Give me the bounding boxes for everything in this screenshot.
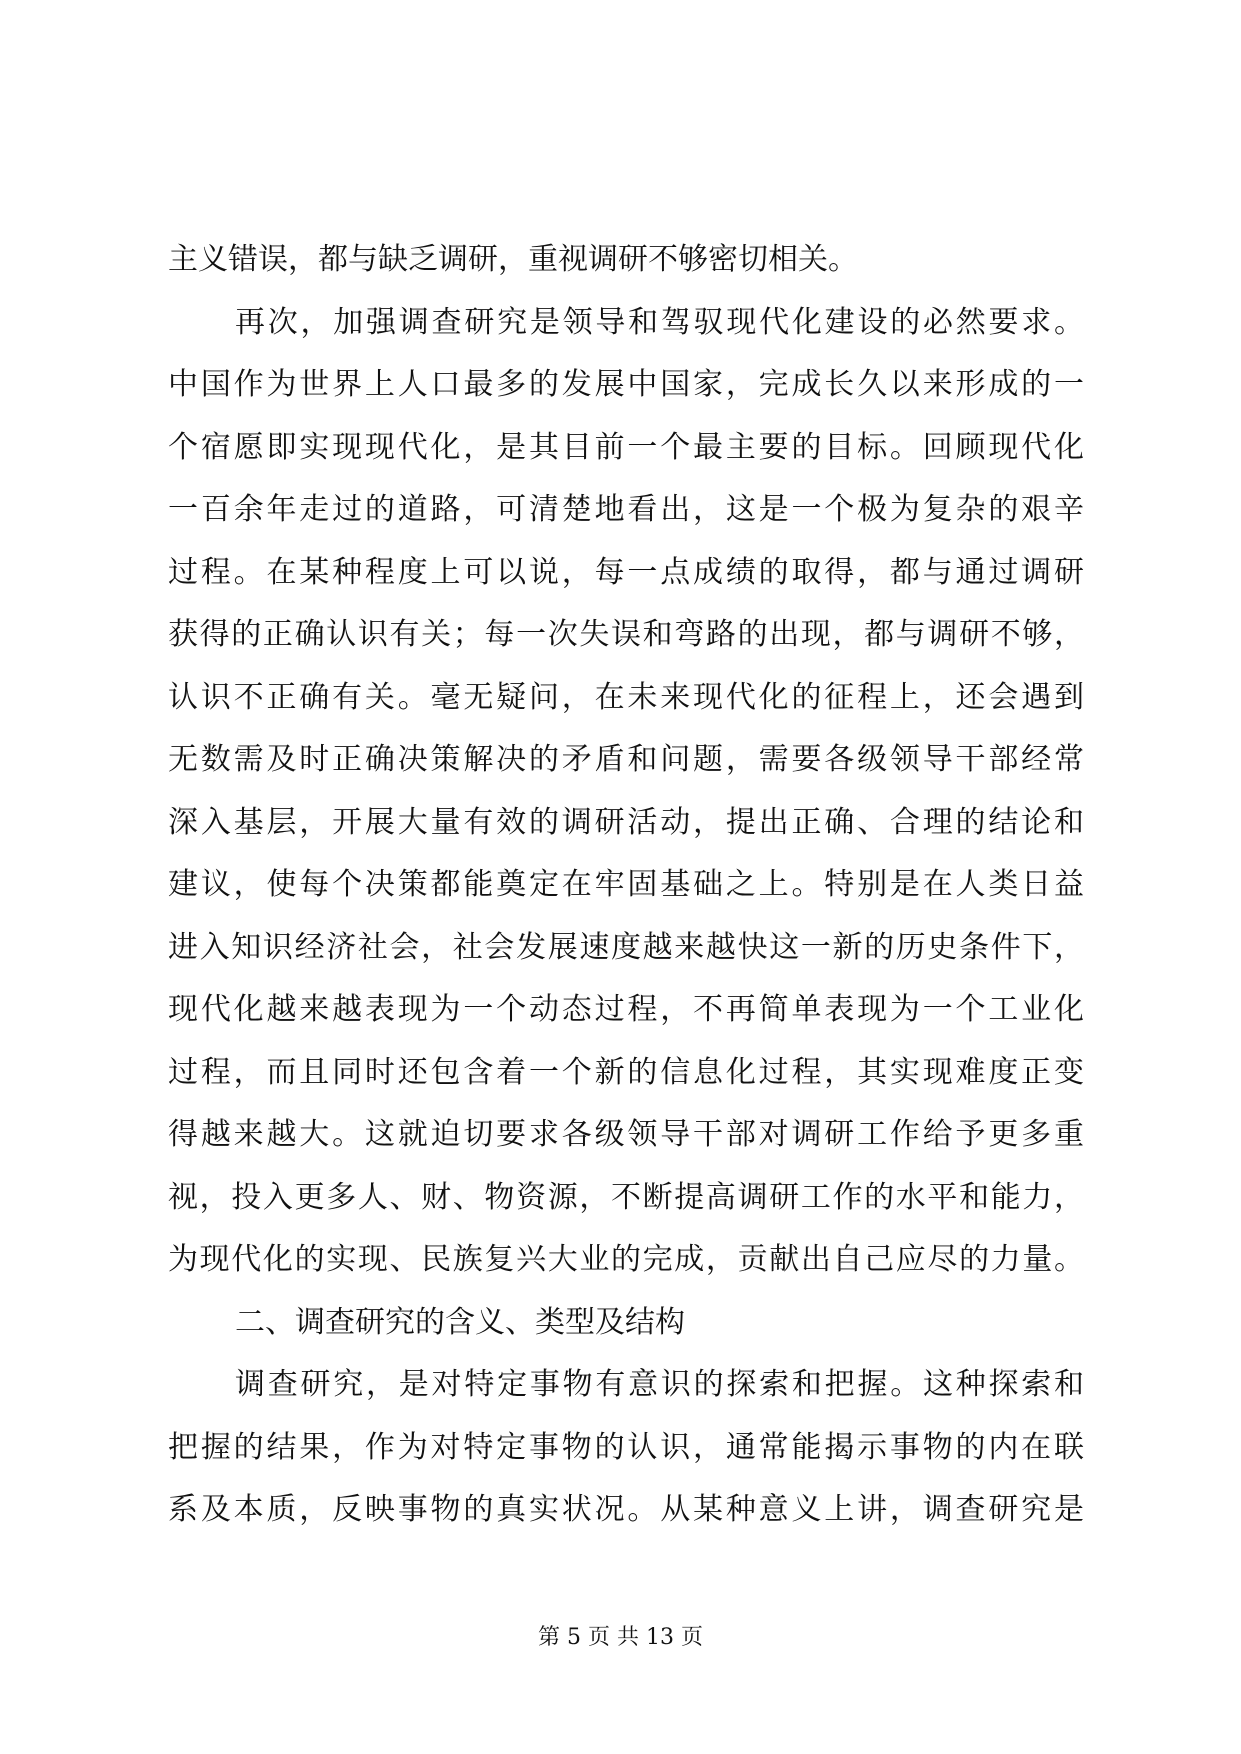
- text-line: 得越来越大。这就迫切要求各级领导干部对调研工作给予更多重: [168, 1117, 1084, 1152]
- text-line: 进入知识经济社会，社会发展速度越来越快这一新的历史条件下，: [168, 929, 1084, 965]
- text-line: 过程。在某种程度上可以说，每一点成绩的取得，都与通过调研: [168, 554, 1084, 590]
- document-body: [168, 229, 1084, 1542]
- text-line: 为现代化的实现、民族复兴大业的完成，贡献出自己应尽的力量。: [168, 1242, 1084, 1277]
- text-line: 视，投入更多人、财、物资源，不断提高调研工作的水平和能力，: [168, 1179, 1084, 1215]
- text-line: 深入基层，开展大量有效的调研活动，提出正确、合理的结论和: [168, 804, 1084, 840]
- text-line: 一百余年走过的道路，可清楚地看出，这是一个极为复杂的艰辛: [168, 492, 1084, 527]
- text-line: 中国作为世界上人口最多的发展中国家，完成长久以来形成的一: [168, 367, 1084, 402]
- section-heading: 二、调查研究的含义、类型及结构: [235, 1304, 685, 1340]
- text-line: 主义错误，都与缺乏调研，重视调研不够密切相关。: [168, 242, 858, 277]
- text-line: 认识不正确有关。毫无疑问，在未来现代化的征程上，还会遇到: [168, 679, 1084, 715]
- paragraph-start-line: 调查研究，是对特定事物有意识的探索和把握。这种探索和: [235, 1367, 1084, 1402]
- text-line: 个宿愿即实现现代化，是其目前一个最主要的目标。回顾现代化: [168, 429, 1084, 465]
- text-line: 获得的正确认识有关；每一次失误和弯路的出现，都与调研不够，: [168, 617, 1084, 652]
- page-number: 第 5 页 共 13 页: [538, 1625, 703, 1650]
- text-line: 把握的结果，作为对特定事物的认识，通常能揭示事物的内在联: [168, 1429, 1084, 1465]
- text-line: 无数需及时正确决策解决的矛盾和问题，需要各级领导干部经常: [168, 742, 1084, 777]
- text-line: 现代化越来越表现为一个动态过程，不再简单表现为一个工业化: [168, 992, 1084, 1027]
- paragraph-start-line: 再次，加强调查研究是领导和驾驭现代化建设的必然要求。: [235, 304, 1084, 340]
- text-line: 建议，使每个决策都能奠定在牢固基础之上。特别是在人类日益: [168, 867, 1084, 902]
- text-line: 过程，而且同时还包含着一个新的信息化过程，其实现难度正变: [168, 1054, 1084, 1090]
- text-line: 系及本质，反映事物的真实状况。从某种意义上讲，调查研究是: [168, 1492, 1084, 1527]
